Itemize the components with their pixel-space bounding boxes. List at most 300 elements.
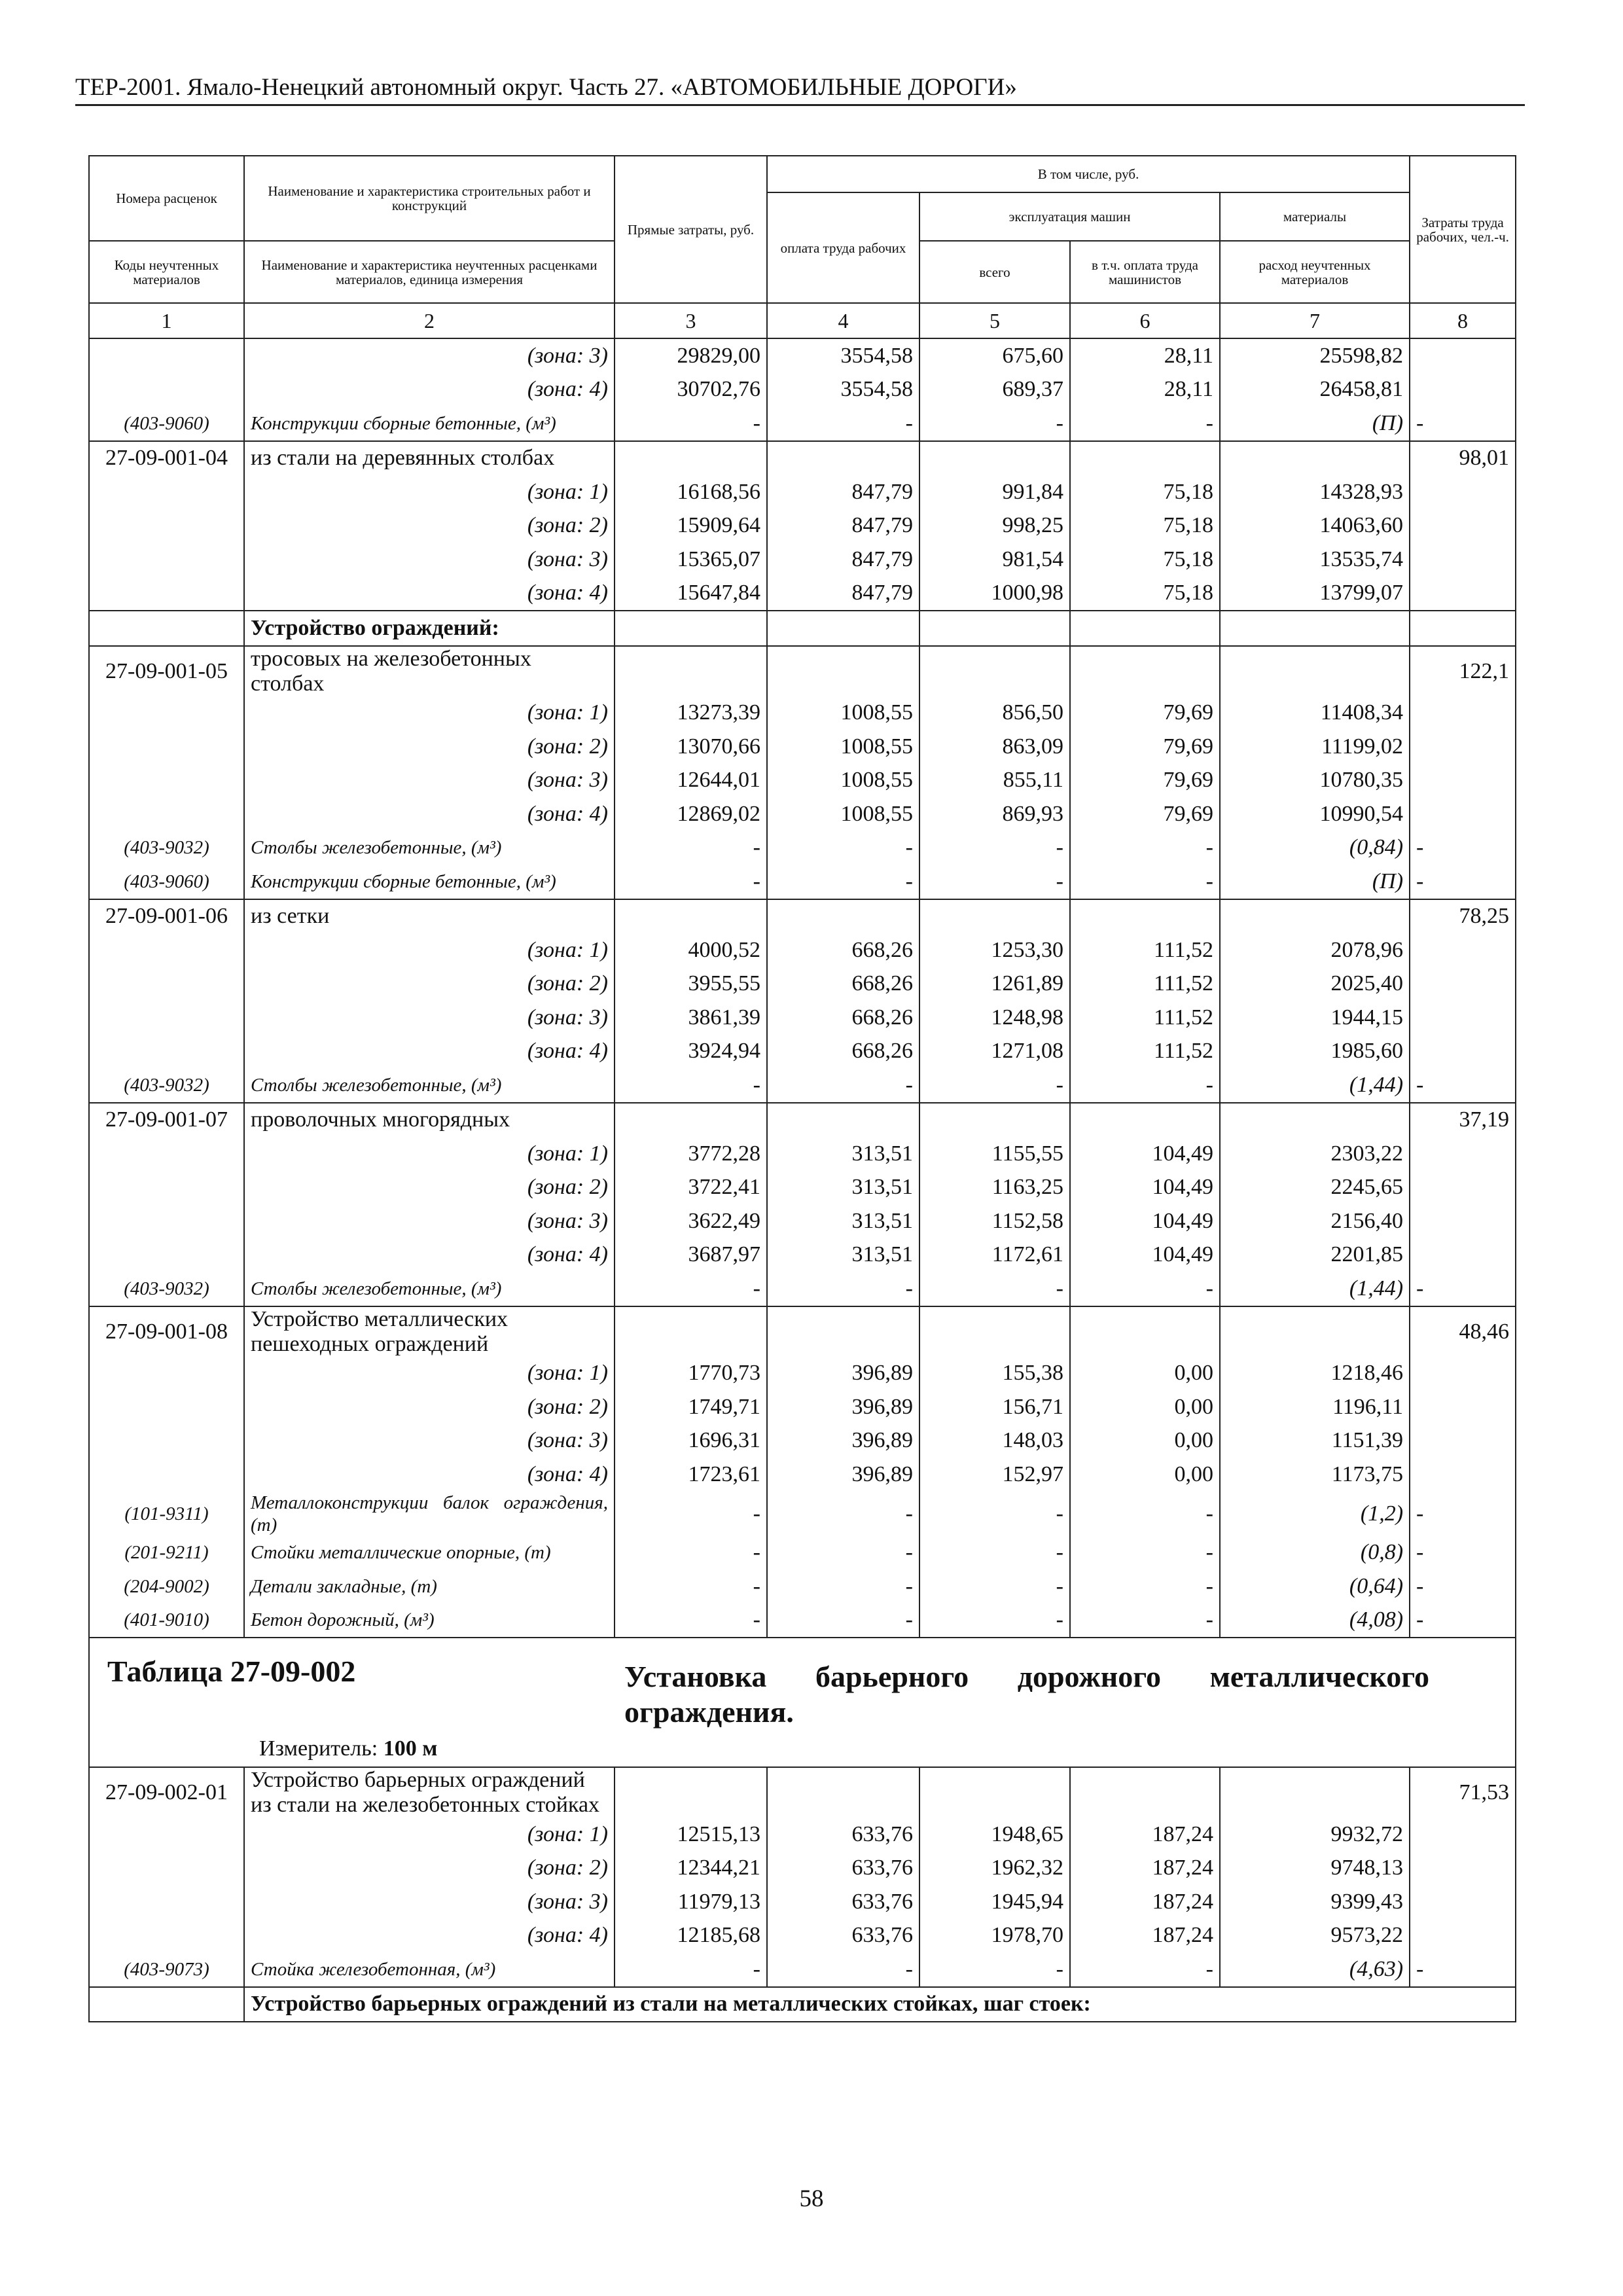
zone-label: (зона: 1): [244, 1818, 615, 1852]
work-name: из сетки: [244, 899, 615, 934]
wage-cell: -: [767, 831, 919, 865]
wage-cell: [767, 1306, 919, 1357]
machines-total-cell: 1248,98: [919, 1001, 1070, 1035]
operator-wage-cell: 75,18: [1070, 475, 1220, 509]
labor-hours-cell: [1410, 730, 1516, 764]
work-name: Устройство металлических пешеходных ограждений: [244, 1306, 615, 1357]
wage-cell: [767, 1103, 919, 1138]
labor-hours-cell: [1410, 611, 1516, 646]
direct-cost-cell: 11979,13: [615, 1885, 767, 1919]
wage-cell: 847,79: [767, 543, 919, 577]
col-number: 2: [244, 303, 615, 338]
direct-cost-cell: 13070,66: [615, 730, 767, 764]
labor-hours-cell: [1410, 1357, 1516, 1391]
table-row: [89, 1885, 1516, 1919]
labor-hours-cell: [1410, 577, 1516, 611]
materials-cell: 14328,93: [1220, 475, 1410, 509]
table-row: [89, 730, 1516, 764]
zone-label: (зона: 2): [244, 1852, 615, 1886]
rate-code: [89, 1885, 244, 1919]
col-work-name-header: Наименование и характеристика строительных работ и конструкций: [244, 156, 615, 241]
direct-cost-cell: 3861,39: [615, 1001, 767, 1035]
table-row: [89, 1272, 1516, 1306]
operator-wage-cell: [1070, 1103, 1220, 1138]
materials-cell: 2156,40: [1220, 1204, 1410, 1238]
rate-code: [89, 1458, 244, 1492]
operator-wage-cell: [1070, 441, 1220, 476]
col-direct-cost-header: Прямые затраты, руб.: [615, 156, 767, 303]
materials-cell: (1,44): [1220, 1272, 1410, 1306]
machines-total-cell: 1271,08: [919, 1035, 1070, 1069]
operator-wage-cell: 0,00: [1070, 1357, 1220, 1391]
wage-cell: 633,76: [767, 1919, 919, 1953]
labor-hours-cell: 48,46: [1410, 1306, 1516, 1357]
operator-wage-cell: 28,11: [1070, 338, 1220, 373]
operator-wage-cell: 187,24: [1070, 1885, 1220, 1919]
table-row: [89, 543, 1516, 577]
wage-cell: [767, 899, 919, 934]
rate-code: [89, 1035, 244, 1069]
materials-cell: 13799,07: [1220, 577, 1410, 611]
machines-total-cell: -: [919, 406, 1070, 441]
rate-code: [89, 1852, 244, 1886]
table-row: [89, 373, 1516, 407]
table-row: [89, 797, 1516, 831]
machines-total-cell: -: [919, 1272, 1070, 1306]
wage-cell: 313,51: [767, 1137, 919, 1171]
zone-label: (зона: 1): [244, 1137, 615, 1171]
machines-total-cell: 1152,58: [919, 1204, 1070, 1238]
direct-cost-cell: 3772,28: [615, 1137, 767, 1171]
material-name: Столбы железобетонные, (м³): [244, 1068, 615, 1103]
machines-total-cell: 869,93: [919, 797, 1070, 831]
labor-hours-cell: [1410, 1919, 1516, 1953]
operator-wage-cell: [1070, 611, 1220, 646]
material-code: (101-9311): [89, 1492, 244, 1536]
table-row: [89, 1137, 1516, 1171]
rate-code: 27-09-001-06: [89, 899, 244, 934]
labor-hours-cell: [1410, 1390, 1516, 1424]
operator-wage-cell: 104,49: [1070, 1238, 1220, 1272]
table-row: [89, 1001, 1516, 1035]
zone-label: (зона: 3): [244, 764, 615, 798]
materials-cell: [1220, 646, 1410, 696]
rate-code: [89, 797, 244, 831]
direct-cost-cell: -: [615, 1272, 767, 1306]
labor-hours-cell: [1410, 543, 1516, 577]
operator-wage-cell: [1070, 646, 1220, 696]
work-name: тросовых на железобетонных столбах: [244, 646, 615, 696]
labor-hours-cell: 37,19: [1410, 1103, 1516, 1138]
table-row: [89, 646, 1516, 696]
col-material-use-header: расход неучтенных материалов: [1220, 241, 1410, 303]
page-number: 58: [799, 2185, 824, 2212]
labor-hours-cell: 78,25: [1410, 899, 1516, 934]
labor-hours-cell: [1410, 1885, 1516, 1919]
wage-cell: 668,26: [767, 933, 919, 967]
wage-cell: 3554,58: [767, 373, 919, 407]
table-row: [89, 1306, 1516, 1357]
table-row: [89, 1919, 1516, 1953]
material-code: (403-9032): [89, 1272, 244, 1306]
material-name: Столбы железобетонные, (м³): [244, 1272, 615, 1306]
wage-cell: -: [767, 1492, 919, 1536]
table-row: [89, 1424, 1516, 1458]
zone-label: (зона: 3): [244, 543, 615, 577]
direct-cost-cell: 3955,55: [615, 967, 767, 1001]
wage-cell: 633,76: [767, 1852, 919, 1886]
labor-hours-cell: [1410, 1137, 1516, 1171]
zone-label: (зона: 2): [244, 1171, 615, 1205]
rates-table: [88, 155, 1516, 2022]
wage-cell: 847,79: [767, 509, 919, 543]
material-code: (401-9010): [89, 1604, 244, 1638]
col-material-name-header: Наименование и характеристика неучтенных расценками материалов, единица измерения: [244, 241, 615, 303]
table2-title: [96, 1638, 1509, 1736]
wage-cell: 396,89: [767, 1390, 919, 1424]
wage-cell: -: [767, 1952, 919, 1987]
col-number: 8: [1410, 303, 1516, 338]
machines-total-cell: -: [919, 1068, 1070, 1103]
materials-cell: 10990,54: [1220, 797, 1410, 831]
direct-cost-cell: 12515,13: [615, 1818, 767, 1852]
operator-wage-cell: [1070, 1767, 1220, 1818]
work-name: Устройство барьерных ограждений из стали на железобетонных стойках: [244, 1767, 615, 1818]
direct-cost-cell: [615, 646, 767, 696]
wage-cell: 633,76: [767, 1885, 919, 1919]
wage-cell: 313,51: [767, 1204, 919, 1238]
materials-cell: 14063,60: [1220, 509, 1410, 543]
direct-cost-cell: -: [615, 1952, 767, 1987]
labor-hours-cell: [1410, 1204, 1516, 1238]
rate-code: 27-09-002-01: [89, 1767, 244, 1818]
labor-hours-cell: -: [1410, 1570, 1516, 1604]
rate-code: [89, 1137, 244, 1171]
direct-cost-cell: 1749,71: [615, 1390, 767, 1424]
materials-cell: 1944,15: [1220, 1001, 1410, 1035]
table-row: [89, 1204, 1516, 1238]
direct-cost-cell: -: [615, 865, 767, 899]
labor-hours-cell: -: [1410, 1952, 1516, 1987]
material-code: (403-9060): [89, 406, 244, 441]
zone-label: (зона: 2): [244, 1390, 615, 1424]
wage-cell: -: [767, 1536, 919, 1570]
col-material-code-header: Коды неучтенных материалов: [89, 241, 244, 303]
operator-wage-cell: -: [1070, 1492, 1220, 1536]
labor-hours-cell: -: [1410, 1492, 1516, 1536]
machines-total-cell: 148,03: [919, 1424, 1070, 1458]
zone-label: (зона: 1): [244, 696, 615, 730]
table-row: [89, 899, 1516, 934]
wage-cell: 847,79: [767, 475, 919, 509]
machines-total-cell: 1948,65: [919, 1818, 1070, 1852]
operator-wage-cell: -: [1070, 1536, 1220, 1570]
direct-cost-cell: 12344,21: [615, 1852, 767, 1886]
direct-cost-cell: 3722,41: [615, 1171, 767, 1205]
materials-cell: (0,8): [1220, 1536, 1410, 1570]
material-code: (201-9211): [89, 1536, 244, 1570]
zone-label: (зона: 4): [244, 1238, 615, 1272]
table-row: [89, 577, 1516, 611]
machines-total-cell: -: [919, 1604, 1070, 1638]
zone-label: (зона: 4): [244, 1919, 615, 1953]
materials-cell: 13535,74: [1220, 543, 1410, 577]
direct-cost-cell: 15365,07: [615, 543, 767, 577]
direct-cost-cell: -: [615, 831, 767, 865]
wage-cell: 668,26: [767, 1001, 919, 1035]
zone-label: (зона: 4): [244, 577, 615, 611]
wage-cell: 847,79: [767, 577, 919, 611]
operator-wage-cell: -: [1070, 1570, 1220, 1604]
materials-cell: 9748,13: [1220, 1852, 1410, 1886]
table-row: [89, 338, 1516, 373]
wage-cell: -: [767, 1068, 919, 1103]
table2-label: Таблица 27-09-002: [107, 1655, 356, 1688]
labor-hours-cell: [1410, 1852, 1516, 1886]
operator-wage-cell: 187,24: [1070, 1818, 1220, 1852]
rate-code: [89, 730, 244, 764]
table-row: [89, 1238, 1516, 1272]
table-row: [89, 1536, 1516, 1570]
wage-cell: 396,89: [767, 1357, 919, 1391]
table-head: [89, 156, 1516, 338]
wage-cell: -: [767, 406, 919, 441]
direct-cost-cell: -: [615, 1604, 767, 1638]
col-number: 6: [1070, 303, 1220, 338]
work-name: проволочных многорядных: [244, 1103, 615, 1138]
operator-wage-cell: 0,00: [1070, 1390, 1220, 1424]
materials-cell: [1220, 441, 1410, 476]
operator-wage-cell: 104,49: [1070, 1171, 1220, 1205]
materials-cell: [1220, 611, 1410, 646]
machines-total-cell: 998,25: [919, 509, 1070, 543]
machines-total-cell: 1978,70: [919, 1919, 1070, 1953]
operator-wage-cell: 104,49: [1070, 1137, 1220, 1171]
machines-total-cell: 991,84: [919, 475, 1070, 509]
table-row: [89, 1952, 1516, 1987]
operator-wage-cell: 104,49: [1070, 1204, 1220, 1238]
work-name: из стали на деревянных столбах: [244, 441, 615, 476]
zone-label: (зона: 2): [244, 730, 615, 764]
col-number: 7: [1220, 303, 1410, 338]
materials-cell: 10780,35: [1220, 764, 1410, 798]
rate-code: [89, 1919, 244, 1953]
wage-cell: 396,89: [767, 1458, 919, 1492]
table-row: [89, 1818, 1516, 1852]
materials-header: материалы: [1220, 192, 1410, 241]
zone-label: (зона: 3): [244, 1001, 615, 1035]
operator-wage-cell: -: [1070, 865, 1220, 899]
materials-cell: 2303,22: [1220, 1137, 1410, 1171]
direct-cost-cell: 12869,02: [615, 797, 767, 831]
materials-cell: (П): [1220, 406, 1410, 441]
labor-hours-cell: -: [1410, 406, 1516, 441]
operator-wage-cell: 79,69: [1070, 764, 1220, 798]
materials-cell: 1173,75: [1220, 1458, 1410, 1492]
labor-hours-cell: [1410, 1238, 1516, 1272]
col-number: 4: [767, 303, 919, 338]
machines-total-cell: -: [919, 865, 1070, 899]
rate-code: [89, 509, 244, 543]
direct-cost-cell: 16168,56: [615, 475, 767, 509]
materials-cell: 2025,40: [1220, 967, 1410, 1001]
wage-cell: 313,51: [767, 1238, 919, 1272]
labor-hours-cell: -: [1410, 1068, 1516, 1103]
table2-title-block: [89, 1638, 1516, 1767]
zone-label: (зона: 3): [244, 1885, 615, 1919]
materials-cell: [1220, 1306, 1410, 1357]
materials-cell: 9399,43: [1220, 1885, 1410, 1919]
labor-hours-cell: [1410, 1171, 1516, 1205]
zone-label: (зона: 2): [244, 509, 615, 543]
materials-cell: 2245,65: [1220, 1171, 1410, 1205]
machines-total-cell: -: [919, 831, 1070, 865]
machines-total-cell: 152,97: [919, 1458, 1070, 1492]
table-body-b: [89, 1767, 1516, 1987]
machines-total-cell: 1945,94: [919, 1885, 1070, 1919]
labor-hours-cell: [1410, 1035, 1516, 1069]
material-code: (403-9032): [89, 1068, 244, 1103]
column-numbers-row: [89, 303, 1516, 338]
direct-cost-cell: -: [615, 406, 767, 441]
wage-cell: 1008,55: [767, 764, 919, 798]
machines-total-cell: [919, 899, 1070, 934]
table-row: [89, 831, 1516, 865]
materials-cell: 26458,81: [1220, 373, 1410, 407]
materials-cell: 11199,02: [1220, 730, 1410, 764]
meter-label: Измеритель:: [259, 1736, 378, 1761]
materials-cell: (1,2): [1220, 1492, 1410, 1536]
labor-hours-cell: [1410, 1424, 1516, 1458]
direct-cost-cell: 15909,64: [615, 509, 767, 543]
operator-wage-cell: 187,24: [1070, 1852, 1220, 1886]
col-number: 3: [615, 303, 767, 338]
operator-wage-cell: -: [1070, 831, 1220, 865]
machines-total-cell: 1962,32: [919, 1852, 1070, 1886]
zone-label: (зона: 3): [244, 338, 615, 373]
table-row: [89, 1767, 1516, 1818]
machines-total-cell: 1261,89: [919, 967, 1070, 1001]
machines-total-cell: 856,50: [919, 696, 1070, 730]
table-row: [89, 1570, 1516, 1604]
operator-wage-cell: 187,24: [1070, 1919, 1220, 1953]
rate-code: [89, 1357, 244, 1391]
zone-label: (зона: 4): [244, 373, 615, 407]
machines-total-cell: 855,11: [919, 764, 1070, 798]
table-row: [89, 1357, 1516, 1391]
zone-label: (зона: 4): [244, 1035, 615, 1069]
material-code: (204-9002): [89, 1570, 244, 1604]
col-operator-wage-header: в т.ч. оплата труда машинистов: [1070, 241, 1220, 303]
machines-total-cell: 1253,30: [919, 933, 1070, 967]
operator-wage-cell: -: [1070, 406, 1220, 441]
table-row: [89, 611, 1516, 646]
labor-hours-cell: [1410, 696, 1516, 730]
table-row: [89, 406, 1516, 441]
zone-label: (зона: 3): [244, 1204, 615, 1238]
direct-cost-cell: -: [615, 1068, 767, 1103]
wage-cell: -: [767, 1272, 919, 1306]
table-row: [89, 441, 1516, 476]
labor-hours-cell: [1410, 509, 1516, 543]
materials-cell: [1220, 899, 1410, 934]
zone-label: (зона: 3): [244, 1424, 615, 1458]
wage-cell: 396,89: [767, 1424, 919, 1458]
col-rate-number-header: Номера расценок: [89, 156, 244, 241]
direct-cost-cell: 12185,68: [615, 1919, 767, 1953]
materials-cell: 1985,60: [1220, 1035, 1410, 1069]
materials-cell: 2078,96: [1220, 933, 1410, 967]
material-code: (403-9032): [89, 831, 244, 865]
machines-total-cell: 863,09: [919, 730, 1070, 764]
table-row: [89, 1458, 1516, 1492]
labor-hours-cell: 122,1: [1410, 646, 1516, 696]
rate-code: [89, 611, 244, 646]
zone-label: (зона: 1): [244, 475, 615, 509]
direct-cost-cell: [615, 441, 767, 476]
table-row: [89, 1035, 1516, 1069]
operator-wage-cell: [1070, 899, 1220, 934]
labor-hours-cell: 71,53: [1410, 1767, 1516, 1818]
machines-total-cell: [919, 1306, 1070, 1357]
table-row: [89, 764, 1516, 798]
rate-code: 27-09-001-07: [89, 1103, 244, 1138]
table2-name: Установка барьерного дорожного металлического ограждения.: [624, 1660, 1429, 1729]
machines-total-cell: [919, 646, 1070, 696]
materials-cell: [1220, 1767, 1410, 1818]
labor-hours-cell: [1410, 475, 1516, 509]
labor-hours-cell: [1410, 797, 1516, 831]
table-row: [89, 865, 1516, 899]
table-row: [89, 696, 1516, 730]
rate-code: [89, 764, 244, 798]
labor-hours-cell: [1410, 1458, 1516, 1492]
labor-hours-cell: [1410, 967, 1516, 1001]
rate-code: [89, 1171, 244, 1205]
wage-cell: 668,26: [767, 967, 919, 1001]
section-row-text: Устройство барьерных ограждений из стали на металлических стойках, шаг стоек:: [244, 1987, 1516, 2022]
material-name: Стойки металлические опорные, (т): [244, 1536, 615, 1570]
col-number: 5: [919, 303, 1070, 338]
materials-cell: (1,44): [1220, 1068, 1410, 1103]
direct-cost-cell: 1723,61: [615, 1458, 767, 1492]
direct-cost-cell: 4000,52: [615, 933, 767, 967]
wage-cell: -: [767, 1570, 919, 1604]
operator-wage-cell: 0,00: [1070, 1424, 1220, 1458]
material-name: Конструкции сборные бетонные, (м³): [244, 406, 615, 441]
wage-cell: [767, 646, 919, 696]
machines-total-cell: -: [919, 1536, 1070, 1570]
direct-cost-cell: -: [615, 1492, 767, 1536]
operator-wage-cell: 0,00: [1070, 1458, 1220, 1492]
machines-total-cell: 689,37: [919, 373, 1070, 407]
machines-total-cell: 1172,61: [919, 1238, 1070, 1272]
wage-cell: 633,76: [767, 1818, 919, 1852]
rate-code: 27-09-001-08: [89, 1306, 244, 1357]
zone-label: (зона: 1): [244, 1357, 615, 1391]
labor-hours-cell: [1410, 933, 1516, 967]
operator-wage-cell: 75,18: [1070, 577, 1220, 611]
materials-cell: 1218,46: [1220, 1357, 1410, 1391]
table-row: [89, 1390, 1516, 1424]
table-row: [89, 1068, 1516, 1103]
direct-cost-cell: [615, 899, 767, 934]
materials-cell: [1220, 1103, 1410, 1138]
table-footer-block: [89, 1987, 1516, 2022]
operator-wage-cell: 79,69: [1070, 797, 1220, 831]
direct-cost-cell: 1770,73: [615, 1357, 767, 1391]
machines-total-cell: [919, 611, 1070, 646]
